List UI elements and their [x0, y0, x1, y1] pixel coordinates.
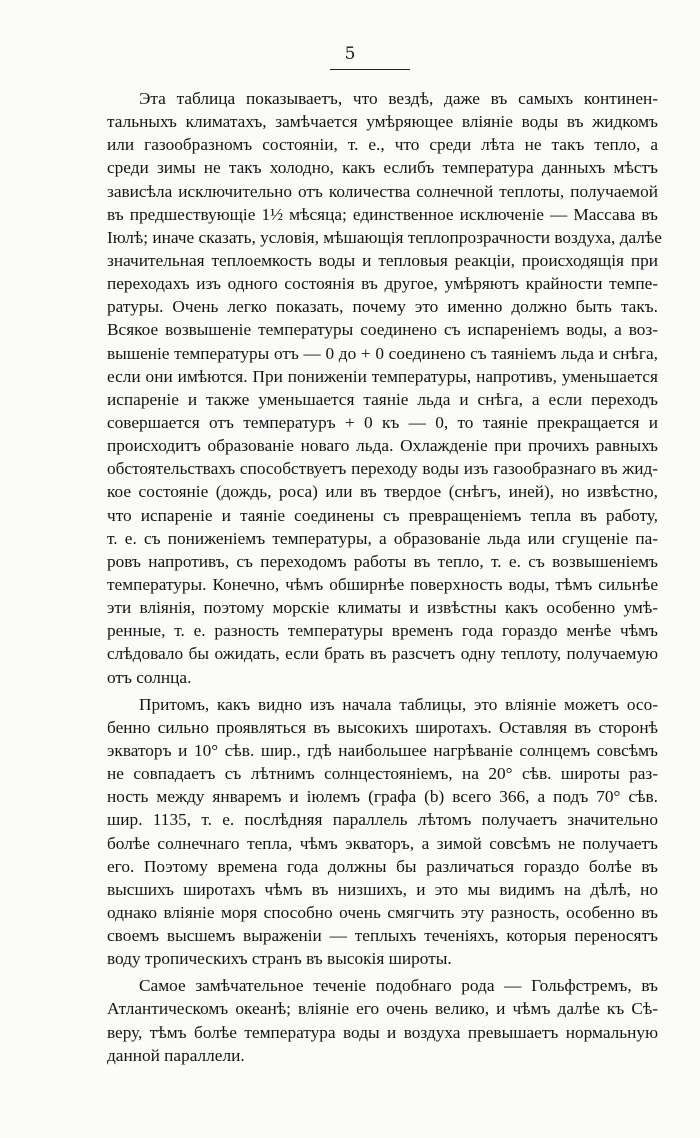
text-line: зависѣла исключительно отъ количества солнечной теплоты, получаемой — [107, 181, 658, 201]
text-line: веру, тѣмъ болѣе температура воды и воздуха превышаетъ нормальную — [107, 1022, 658, 1042]
text-line: значительная теплоемкость воды и тепловыя реакціи, происходящія при — [107, 250, 658, 270]
text-line: бенно сильно проявляться въ высокихъ широтахъ. Оставляя въ сторонѣ — [107, 717, 658, 737]
paragraph — [107, 87, 662, 689]
text-line: его. Поэтому времена года должны бы различаться гораздо болѣе въ — [107, 856, 658, 876]
text-line: Атлантическомъ океанѣ; вліяніе его очень велико, и чѣмъ далѣе къ Сѣ- — [107, 999, 658, 1019]
text-line: воду тропическихъ странъ въ высокія широты. — [107, 949, 452, 969]
text-line: обстоятельствахъ способствуетъ переходу воды изъ газообразнаго въ жид- — [107, 459, 658, 479]
text-line: т. е. съ пониженіемъ температуры, а образованіе льда или сгущеніе па- — [107, 528, 658, 548]
text-line: ратуры. Очень легко показать, почему это именно должно быть такъ. — [107, 297, 658, 317]
text-line: эти вліянія, поэтому морскіе климаты и извѣстны какъ особенно умѣ- — [107, 598, 658, 618]
text-line: однако вліяніе моря способно очень смягчить эту разность, особенно въ — [107, 902, 658, 922]
text-line: отъ солнца. — [107, 667, 192, 687]
text-line: высшихъ широтахъ чѣмъ въ низшихъ, и это мы видимъ на дѣлѣ, но — [107, 879, 658, 899]
text-line: совершается отъ температуръ + 0 къ — 0, то таяніе прекращается и — [107, 412, 658, 432]
text-line: ность между январемъ и іюлемъ (графа (b) всего 366, а подъ 70° сѣв. — [107, 787, 658, 807]
text-line: своемъ высшемъ выраженіи — теплыхъ теченіяхъ, которыя переносятъ — [107, 926, 658, 946]
text-line: тальныхъ климатахъ, замѣчается умѣряющее вліяніе воды въ жидкомъ — [107, 112, 658, 132]
text-line: ренные, т. е. разность температуры временъ года гораздо менѣе чѣмъ — [107, 621, 658, 641]
text-line: ровъ напротивъ, съ переходомъ работы въ тепло, т. е. съ возвышеніемъ — [107, 551, 658, 571]
paragraph — [107, 974, 658, 1067]
text-line: испареніе и также уменьшается таяніе льда и снѣга, а если переходъ — [107, 389, 658, 409]
body-text — [107, 87, 662, 1067]
text-line: шир. 1135, т. е. послѣдняя параллель лѣтомъ получаетъ значительно — [107, 810, 658, 830]
text-line: переходахъ изъ одного состоянія въ другое, умѣряютъ крайности темпе- — [107, 274, 658, 294]
page-number: 5 — [344, 44, 356, 64]
text-line: Самое замѣчательное теченіе подобнаго рода — Гольфстремъ, въ — [139, 976, 658, 996]
text-line: въ предшествующіе 1½ мѣсяца; единственное исключеніе — Массава въ — [107, 204, 658, 224]
text-line: данной параллели. — [107, 1045, 245, 1065]
text-line: среди зимы не такъ холодно, какъ еслибъ температура данныхъ мѣстъ — [107, 158, 658, 178]
text-line: или газообразномъ состояніи, т. е., что среди лѣта не такъ тепло, а — [107, 135, 658, 155]
text-line: болѣе солнечнаго тепла, чѣмъ экваторъ, а зимой совсѣмъ не получаетъ — [107, 833, 658, 853]
text-line: Притомъ, какъ видно изъ начала таблицы, это вліяніе можетъ осо- — [139, 694, 658, 714]
text-line: экваторъ и 10° сѣв. шир., гдѣ наибольшее нагрѣваніе солнцемъ совсѣмъ — [107, 740, 658, 760]
text-line: не совпадаетъ съ лѣтнимъ солнцестояніемъ, на 20° сѣв. широты раз- — [107, 764, 658, 784]
text-line: кое состояніе (дождь, роса) или въ твердое (снѣгъ, иней), но извѣстно, — [107, 482, 658, 502]
text-line: Всякое возвышеніе температуры соединено съ испареніемъ воды, а воз- — [107, 320, 658, 340]
text-line: Іюлѣ; иначе сказать, условія, мѣшающія теплопрозрачности воздуха, далѣе — [107, 227, 662, 247]
text-line: Эта таблица показываетъ, что вездѣ, даже въ самыхъ континен- — [139, 89, 658, 108]
text-line: температуры. Конечно, чѣмъ обширнѣе поверхность воды, тѣмъ сильнѣе — [107, 574, 658, 594]
text-line: вышеніе температуры отъ — 0 до + 0 соединено съ таяніемъ льда и снѣга, — [107, 343, 658, 363]
paragraph — [107, 693, 658, 971]
header-rule — [330, 69, 410, 70]
text-line: что испареніе и таяніе соединены съ превращеніемъ тепла въ работу, — [107, 505, 658, 525]
text-line: если они имѣются. При пониженіи температуры, напротивъ, уменьшается — [107, 366, 658, 386]
text-line: слѣдовало бы ожидать, если брать въ разсчетъ одну теплоту, получаемую — [107, 644, 658, 664]
text-line: происходитъ образованіе новаго льда. Охлажденіе при прочихъ равныхъ — [107, 436, 658, 456]
